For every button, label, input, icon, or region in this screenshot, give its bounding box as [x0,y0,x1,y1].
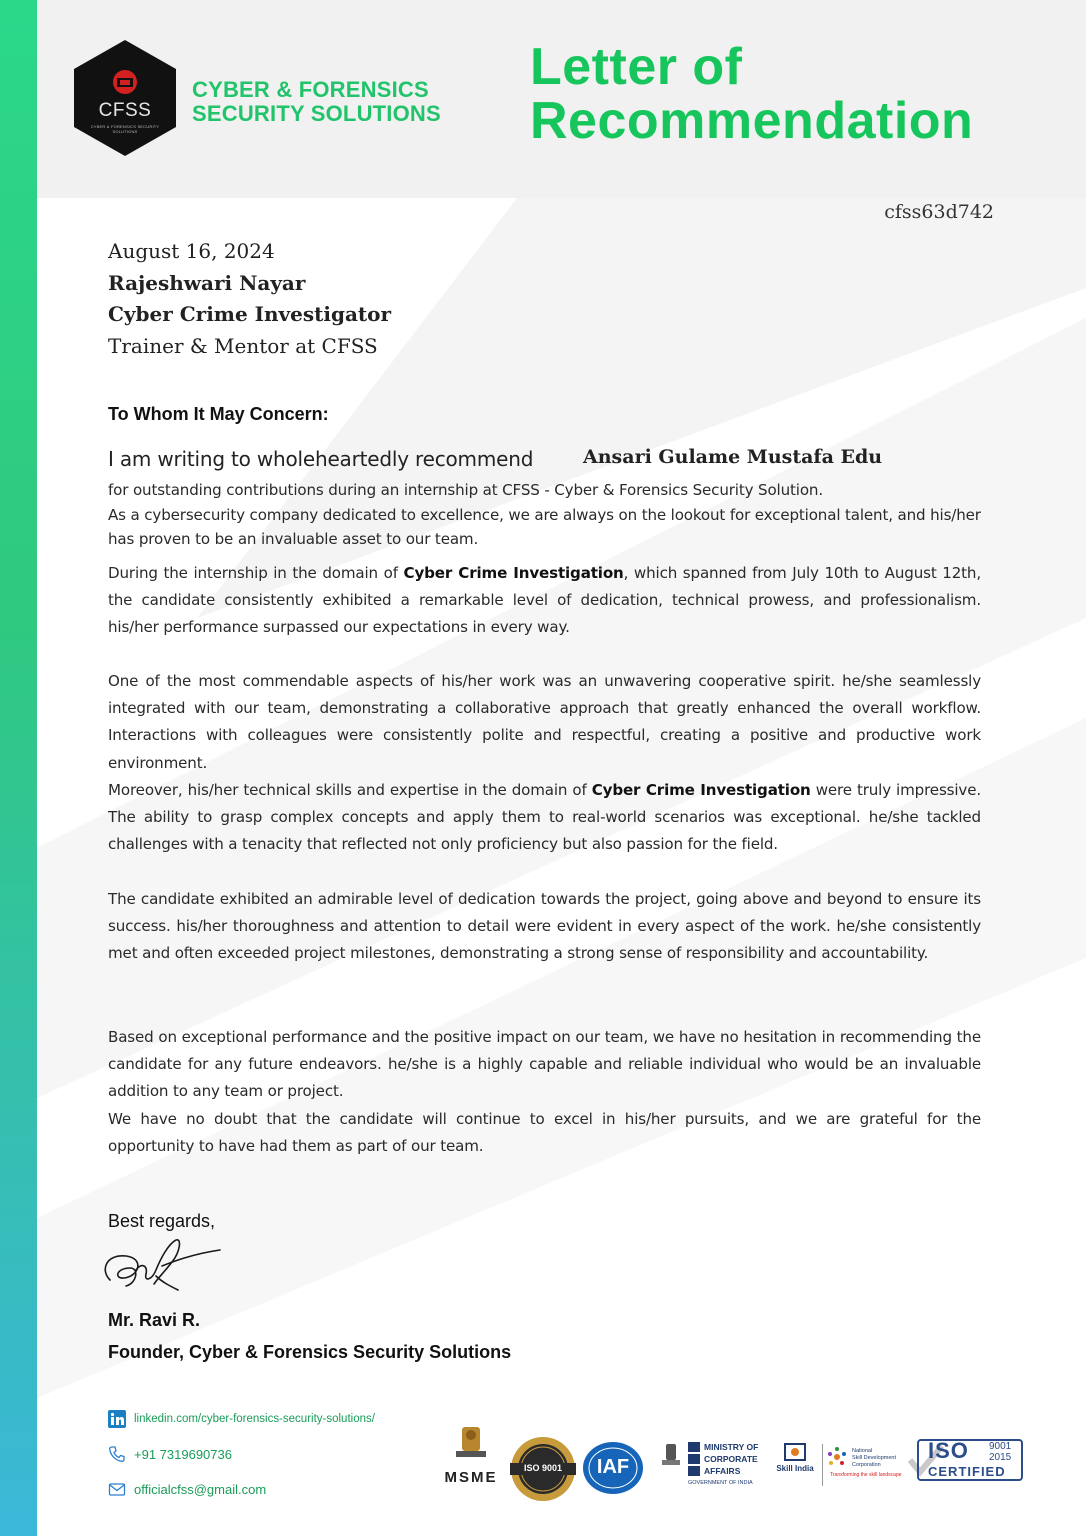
linkedin-link[interactable]: linkedin.com/cyber-forensics-security-solutions/ [134,1413,375,1425]
phone-number[interactable]: +91 7319690736 [134,1446,232,1462]
logo-text: CFSS [98,100,152,121]
phone-icon [108,1445,126,1463]
iso-certified-text: CERTIFIED [928,1464,1006,1479]
iaf-logo [582,1440,644,1496]
candidate-name: Ansari Gulame Mustafa Edu [583,446,883,468]
signature-image [96,1232,226,1302]
para3-text: The candidate exhibited an admirable level of dedication towards the project, going above and beyond to ensure its success. his/her thoroughness and attention to detail were evident in every aspect of the work. he/she consistently met and often exceeded project milestones, demonstrating a strong sense of responsibility and accountability. [108,890,981,963]
iso-year: 2015 [989,1452,1012,1463]
side-accent-bar [0,0,37,1536]
paragraph-conclusion [108,1024,981,1160]
iso-big: ISO [928,1438,969,1463]
company-name-line1: CYBER & FORENSICS [192,77,429,102]
nsdc-line1: National [852,1448,873,1454]
nsdc-line2: Skill Development [852,1455,897,1461]
signer-name: Mr. Ravi R. [108,1310,201,1330]
paragraph-cooperation [108,668,981,858]
email-contact[interactable] [108,1480,266,1498]
email-address[interactable]: officialcfss@gmail.com [134,1481,267,1497]
iaf-text: IAF [596,1456,630,1478]
msme-text: MSME [444,1469,498,1486]
msme-logo [440,1425,502,1497]
intro-line3: As a cybersecurity company dedicated to excellence, we are always on the lookout for exceptional talent, and his/her has proven to be an invaluable asset to our team. [108,505,981,548]
iso-number: 9001 [989,1441,1012,1452]
para4-text2: We have no doubt that the candidate will continue to excel in his/her pursuits, and we are grateful for the opportunity to have had them as part of our team. [108,1109,981,1155]
para2-text2 [108,777,981,859]
closing: Best regards, [108,1211,216,1231]
company-name-line2: SECURITY SOLUTIONS [192,101,441,126]
iso-seal [510,1436,576,1502]
mca-line2: CORPORATE [704,1454,758,1464]
paragraph-dedication [108,886,981,968]
intro-body [108,478,981,552]
sender-block [108,236,391,362]
sender-name: Rajeshwari Nayar [108,270,306,295]
skill-india-logo [772,1442,818,1492]
linkedin-icon [108,1410,126,1428]
nsdc-logo [822,1442,904,1492]
signer-title: Founder, Cyber & Forensics Security Solutions [108,1342,512,1362]
company-logo [72,38,178,158]
company-name [192,78,441,126]
para2-text1: One of the most commendable aspects of his/her work was an unwavering cooperative spirit. he/she seamlessly integrated with our team, demonstrating a collaborative approach that greatly enhanced the overall workflow. Interactions with colleagues were consistently polite and respectful, creating a positive and productive work environment. [108,672,981,772]
intro-line2: for outstanding contributions during an internship at CFSS - Cyber & Forensics Security Solution. [108,481,823,499]
nsdc-divider [822,1444,823,1486]
logo-subtext: CYBER & FORENSICS SECURITY SOLUTIONS [90,124,160,134]
salutation: To Whom It May Concern: [108,404,329,424]
reference-code: cfss63d742 [884,201,994,223]
nsdc-tagline: Transforming the skill landscape [830,1472,902,1478]
domain-highlight: Cyber Crime Investigation [403,564,624,582]
mca-gov: GOVERNMENT OF INDIA [688,1480,753,1486]
mca-line1: MINISTRY OF [704,1442,759,1452]
iso-seal-text: ISO 9001 [523,1463,563,1473]
paragraph-internship-text [108,560,981,642]
domain-highlight-2: Cyber Crime Investigation [591,780,811,799]
para1-before: During the internship in the domain of [108,564,404,582]
intro-lead: I am writing to wholeheartedly recommend [108,447,534,471]
nsdc-line3: Corporation [852,1462,881,1468]
iso-certified-badge [908,1438,1024,1482]
title-line2: Recommendation [530,92,974,150]
document-title [530,40,973,148]
skill-india-text: Skill India [776,1464,814,1473]
email-icon [108,1480,126,1498]
mca-line3: AFFAIRS [704,1466,741,1476]
para1-after: , which spanned from July 10th to August 12th, the candidate consistently exhibited a remarkable level of dedication, technical prowess, and professionalism. his/her performance surpassed our expectations in every way. [108,564,981,637]
title-line1: Letter of [530,38,743,96]
letter-date: August 16, 2024 [108,239,275,263]
mca-logo [658,1442,768,1492]
phone-contact[interactable] [108,1445,232,1463]
paragraph-internship [108,560,981,642]
linkedin-contact[interactable] [108,1410,375,1428]
para2-before: Moreover, his/her technical skills and expertise in the domain of [108,780,592,799]
sender-role: Cyber Crime Investigator [108,302,392,326]
para4-text1: Based on exceptional performance and the positive impact on our team, we have no hesitation in recommending the candidate for any future endeavors. he/she is a highly capable and reliable individual who would be an invaluable addition to any team or project. [108,1028,981,1101]
para2-after: were truly impressive. The ability to grasp complex concepts and apply them to real-world scenarios was exceptional. he/she tackled challenges with a tenacity that reflected not only proficiency but also passion for the field. [108,780,981,854]
sender-position: Trainer & Mentor at CFSS [108,333,378,358]
